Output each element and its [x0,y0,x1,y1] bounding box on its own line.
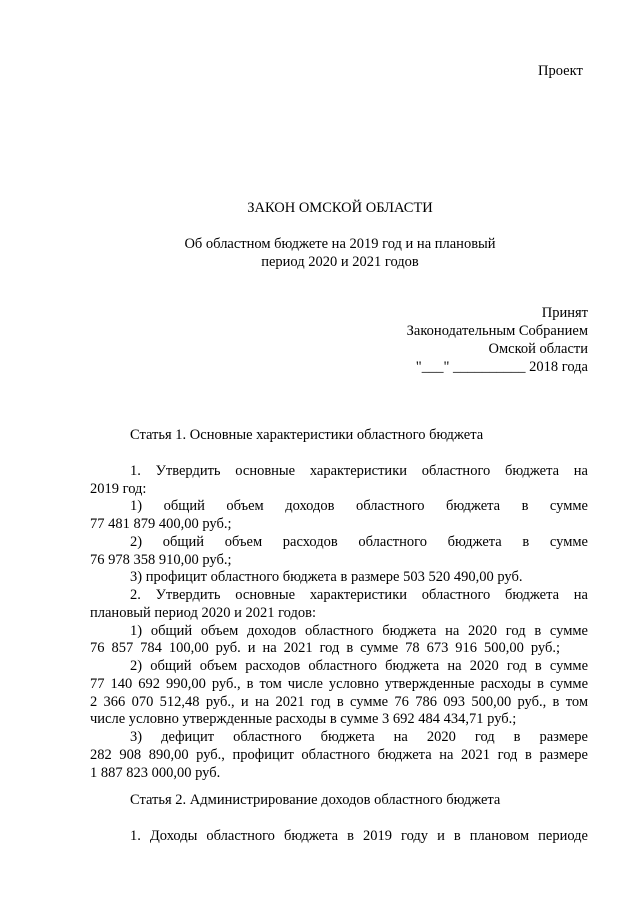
article-1-line: 1) общий объем доходов областного бюджета в сумме [130,498,588,514]
project-label: Проект [538,63,583,79]
article-1-heading: Статья 1. Основные характеристики областного бюджета [130,427,484,443]
article-1-line: 2) общий объем расходов областного бюджета в сумме [130,534,588,550]
article-1-line: 2019 год: [90,481,147,497]
adopted-line-3: Омской области [488,341,588,357]
article-1-line: 282 908 890,00 руб., профицит областного бюджета на 2021 год в размере [90,747,588,763]
law-subtitle-line-2: период 2020 и 2021 годов [261,254,419,270]
article-1-line: 1) общий объем доходов областного бюджета на 2020 год в сумме [130,623,588,639]
adopted-line-2: Законодательным Собранием [406,323,588,339]
article-2-line: 1. Доходы областного бюджета в 2019 году и в плановом периоде [130,828,588,844]
article-1-line: 3) профицит областного бюджета в размере 503 520 490,00 руб. [130,569,523,585]
article-1-line: 76 978 358 910,00 руб.; [90,552,232,568]
adopted-line-4: "___" __________ 2018 года [415,359,588,375]
article-1-line: 2 366 070 512,48 руб., и на 2021 год в сумме 76 786 093 500,00 руб., в том [90,694,588,710]
article-2-heading: Статья 2. Администрирование доходов областного бюджета [130,792,501,808]
article-1-line: плановый период 2020 и 2021 годов: [90,605,317,621]
article-1-line: 76 857 784 100,00 руб. и на 2021 год в сумме 78 673 916 500,00 руб.; [90,640,560,656]
article-1-line: 2) общий объем расходов областного бюджета на 2020 год в сумме [130,658,588,674]
article-1-line: 1 887 823 000,00 руб. [90,765,221,781]
article-1-line: числе условно утвержденные расходы в сумме 3 692 484 434,71 руб.; [90,711,517,727]
article-1-line: 3) дефицит областного бюджета на 2020 год в размере [130,729,588,745]
article-1-line: 2. Утвердить основные характеристики областного бюджета на [130,587,588,603]
article-1-line: 77 481 879 400,00 руб.; [90,516,232,532]
law-title: ЗАКОН ОМСКОЙ ОБЛАСТИ [247,200,433,216]
law-subtitle-line-1: Об областном бюджете на 2019 год и на плановый [184,236,496,252]
adopted-line-1: Принят [541,305,588,321]
article-1-line: 77 140 692 990,00 руб., в том числе условно утвержденные расходы в сумме [90,676,588,692]
article-1-line: 1. Утвердить основные характеристики областного бюджета на [130,463,588,479]
